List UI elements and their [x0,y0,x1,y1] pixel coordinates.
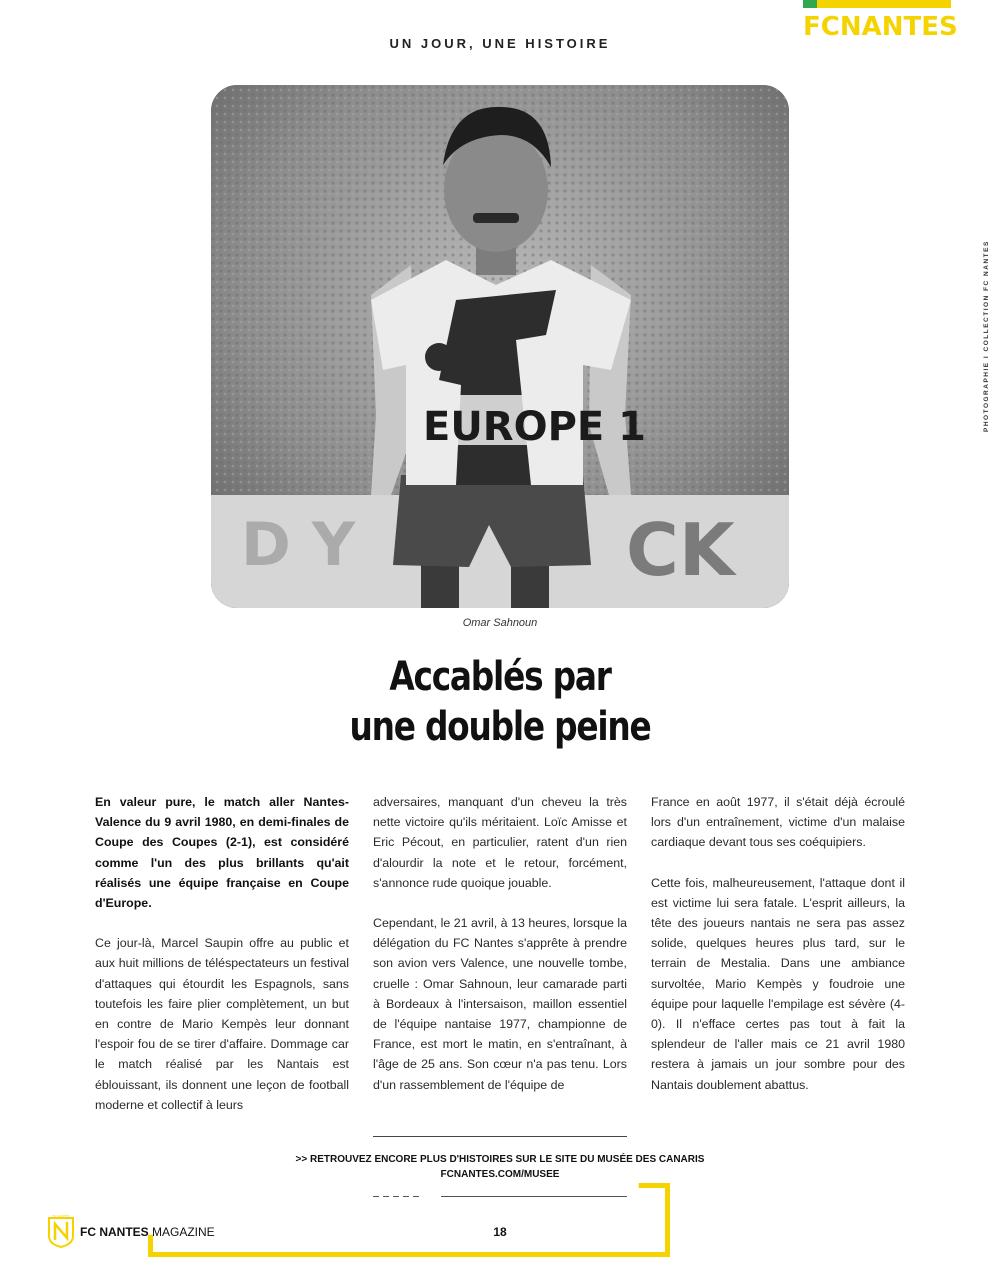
article-paragraph: France en août 1977, il s'était déjà écroulé lors d'un entraînement, victime d'un malaise cardiaque devant tous ses coéquipiers. [651,795,905,850]
article-lead: En valeur pure, le match aller Nantes-Valence du 9 avril 1980, en demi-finales de Coupe des Coupes (2-1), est considéré comme l'un des plus brillants qu'ait réalisés une équipe française en Coupe d'Europe. [95,795,349,911]
article-paragraph: Cependant, le 21 avril, à 13 heures, lorsque la délégation du FC Nantes s'apprête à prendre son avion vers Valence, une nouvelle tombe, cruelle : Omar Sahnoun, leur camarade parti à Bordeaux à l'intersaison, maillon essentiel de l'équipe nantaise 1977, championne de France, est mort le matin, en s'entraînant, à l'âge de 25 ans. Son cœur n'a pas tenu. Lors d'un rassemblement de l'équipe de [373,916,627,1092]
article-paragraph: Cette fois, malheureusement, l'attaque dont il est victime lui sera fatale. L'esprit ailleurs, la tête des joueurs nantais ne sera pas assez solide, quelques heures plus tard, sur le terrain de Mestalia. Dans une ambiance survoltée, Mario Kempès y foudroie une équipe pour laquelle l'empilage est sévère (4-0). Il n'efface certes pas tout à fait la splendeur de l'aller mais ce 21 avril 1980 restera à jamais un jour sombre pour des Nantais doublement abattus. [651,875,905,1092]
promo-text: >> RETROUVEZ ENCORE PLUS D'HISTOIRES SUR LE SITE DU MUSÉE DES CANARIS [295,1154,705,1165]
decorative-yellow-frame [148,1183,670,1257]
article-column-1 [95,792,349,1135]
svg-text:D Y: D Y [241,510,356,580]
article-column-2 [373,792,627,1115]
headline-line-2: une double peine [349,704,651,750]
headline-line-1: Accablés par [389,654,611,700]
brand-yellow-bar [817,0,951,8]
promo-bottom-rule [373,1196,627,1197]
article-paragraph: Ce jour-là, Marcel Saupin offre au public et aux huit millions de téléspectateurs un festival d'attaques qui étourdit les Espagnols, sans toutefois les faire plier complètement, un but en contre de Mario Kempès leur donnant l'espoir fou de se tirer d'affaire. Dommage car le match réalisé par les Nantais est éblouissant, ils donnent une leçon de football moderne et collectif à leurs [95,936,349,1112]
promo-top-rule [373,1136,627,1137]
brand-title: FCNANTES [803,12,958,42]
page-number: 18 [493,1225,507,1239]
promo-block [0,1152,1000,1182]
player-photo-illustration [211,85,789,608]
article-photo [211,85,789,608]
brand-green-bar [803,0,817,8]
photo-credit: PHOTOGRAPHIE I COLLECTION FC NANTES [983,240,990,432]
article-column-3 [651,792,905,1115]
magazine-name-bold: FC NANTES [80,1225,149,1239]
logo-text: FC NANTES [52,1214,70,1218]
photo-caption: Omar Sahnoun [462,617,538,629]
shirt-text: EUROPE 1 [423,404,647,450]
promo-link[interactable]: FCNANTES.COM/MUSEE [440,1169,560,1180]
svg-text:CK: CK [626,508,735,592]
section-header: UN JOUR, UNE HISTOIRE [389,36,611,51]
brand-color-bars [803,0,951,8]
article-headline [0,652,1000,752]
magazine-name-rest: MAGAZINE [148,1225,215,1239]
article-paragraph: adversaires, manquant d'un cheveu la très nette victoire qu'ils méritaient. Loïc Amisse et Eric Pécout, en particulier, ratent d'un rien d'alourdir la note et le retour, forcément, s'annonce rude quoique jouable. [373,795,627,890]
